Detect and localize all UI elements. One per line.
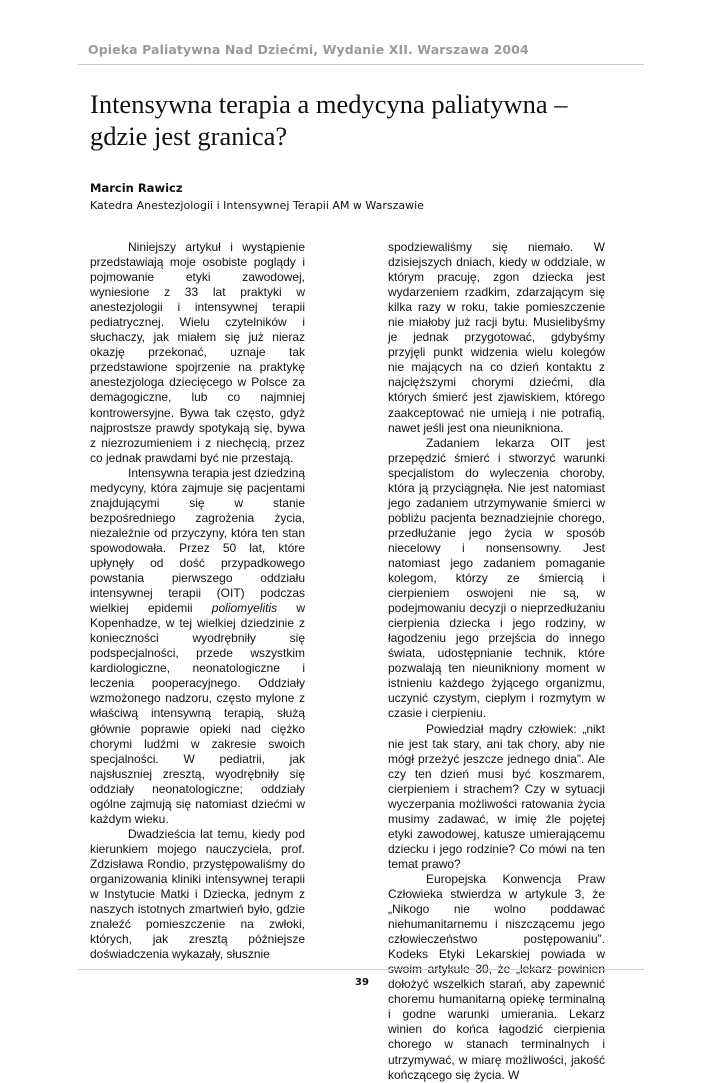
paragraph-oit-task: Zadaniem lekarza OIT jest przepędzić śmierć i stworzyć warunki specjalistom do wyleczenia choroby, która ją przyciągnęła. Nie jest natomiast jego zadaniem utrzymywanie śmierci w pobliżu pacjenta beznadziejnie chorego, przedłużanie jego życia w sposób niecelowy i nonsensowny. Jest natomiast jego zadaniem pomaganie kolegom, którzy ze śmiercią i cierpieniem oswojeni nie są, w podejmowaniu decyzji o nieprzedłużaniu cierpienia dziecka i jego rodziny, w łagodzeniu jego przejścia do innego świata, udostępnianie technik, które pozwalają ten nieunikniony moment w istnieniu każdego żyjącego organizmu, uczynić czystym, cieplym i rozmytym w czasie i cierpieniu. [388, 435, 605, 721]
article-title [90, 88, 630, 152]
right-text-column [388, 240, 605, 1083]
italic-term: poliomyelitis [211, 601, 278, 616]
text-segment: w Kopenhadze, w tej wielkiej dziedzinie z konieczności wyodrębniły się podspecjalności, przede wszystkim kardiologiczne, neonatologiczne i leczenia pooperacyjnego. Oddziały wzmożonego nadzoru, często mylone z właściwą intensywną terapią, służą głównie poprawie opieki nad ciężko chorymi ludźmi w zakresie swoich specjalności. W pediatrii, jak najsłuszniej zresztą, wyodrębniły się oddziały neonatologiczne; oddziały ogólne zajmują się natomiast dziećmi w każdym wieku. [90, 601, 305, 826]
header-divider [78, 64, 644, 65]
left-text-column [90, 240, 305, 962]
paragraph-intensive-care [90, 466, 305, 827]
article-title-line-1: Intensywna terapia a medycyna paliatywna – [90, 89, 568, 119]
paragraph-twenty-years: Dwadzieścia lat temu, kiedy pod kierunkiem mojego nauczyciela, prof. Zdzisława Rondio, przystępowaliśmy do organizowania kliniki intensywnej terapii w Instytucie Matki i Dziecka, jednym z naszych istotnych zmartwień było, gdzie znaleźć pomieszczenie na zwłoki, których, jak zresztą późniejsze doświadczenia wykazały, słusznie [90, 826, 305, 962]
paragraph-continuation: spodziewaliśmy się niemało. W dzisiejszych dniach, kiedy w oddziale, w którym pracuję, zgon dziecka jest wydarzeniem rzadkim, zdarzającym się kilka razy w roku, takie pomieszczenie nie miałoby już racji bytu. Musielibyśmy je jednak przygotować, gdybyśmy przyjęli punkt widzenia wielu kolegów nie mających na co dzień kontaktu z najcięższymi chorymi dziećmi, dla których śmierć jest zjawiskiem, którego zaakceptować nie umieją i nie potrafią, nawet jeśli jest ona nieunikniona. [388, 240, 605, 435]
footer-divider [78, 969, 644, 970]
text-segment: Intensywna terapia jest dziedziną medycyny, która zajmuje się pacjentami znajdującymi się w stanie bezpośredniego zagrożenia życia, niezależnie od przyczyny, która ten stan spowodowała. Przez 50 lat, które upłynęły od dość przypadkowego powstania pierwszego oddziału intensywnej terapii (OIT) podczas wielkiej epidemii [90, 465, 305, 616]
paragraph-wise-man: Powiedział mądry człowiek: „nikt nie jest tak stary, ani tak chory, aby nie mógł przeżyć jeszcze jednego dnia”. Ale czy ten dzień musi być koszmarem, cierpieniem i strachem? Czy w sytuacji wyczerpania możliwości ratowania życia musimy zadawać, w imię źle pojętej etyki zawodowej, katusze umierającemu dziecku i jego rodzinie? Co mówi na ten temat prawo? [388, 721, 605, 871]
article-title-line-2: gdzie jest granica? [90, 121, 288, 151]
author-name: Marcin Rawicz [90, 181, 183, 195]
page-number: 39 [355, 977, 369, 988]
paragraph-intro: Niniejszy artykuł i wystąpienie przedstawiają moje osobiste poglądy i pojmowanie etyki zawodowej, wyniesione z 33 lat praktyki w anestezjologii i intensywnej terapii pediatrycznej. Wielu czytelników i słuchaczy, jak miałem się już nieraz okazję przekonać, uznaje tak przedstawione spojrzenie na praktykę anestezjologa dziecięcego w Polsce za demagogiczne, lub co najmniej kontrowersyjne. Bywa tak często, gdyż najprostsze prawdy spotykają się, bywa z niezrozumieniem i z niechęcią, przez co jednak prawdami być nie przestają. [90, 240, 305, 465]
paragraph-convention: Europejska Konwencja Praw Człowieka stwierdza w artykule 3, że „Nikogo nie wolno poddawać niehumanitarnemu i niszczącemu jego człowieczeństwo postępowaniu”. Kodeks Etyki Lekarskiej powiada w swoim artykule 30, że „lekarz powinien dołożyć wszelkich starań, aby zapewnić choremu humanitarną opiekę terminalną i godne warunki umierania. Lekarz winien do końca łagodzić cierpienia chorego w stanach terminalnych i utrzymywać, w miarę możliwości, jakość kończącego się życia. W [388, 871, 605, 1082]
running-header: Opieka Paliatywna Nad Dziećmi, Wydanie XII. Warszawa 2004 [88, 42, 529, 57]
author-affiliation: Katedra Anestezjologii i Intensywnej Terapii AM w Warszawie [90, 199, 424, 212]
